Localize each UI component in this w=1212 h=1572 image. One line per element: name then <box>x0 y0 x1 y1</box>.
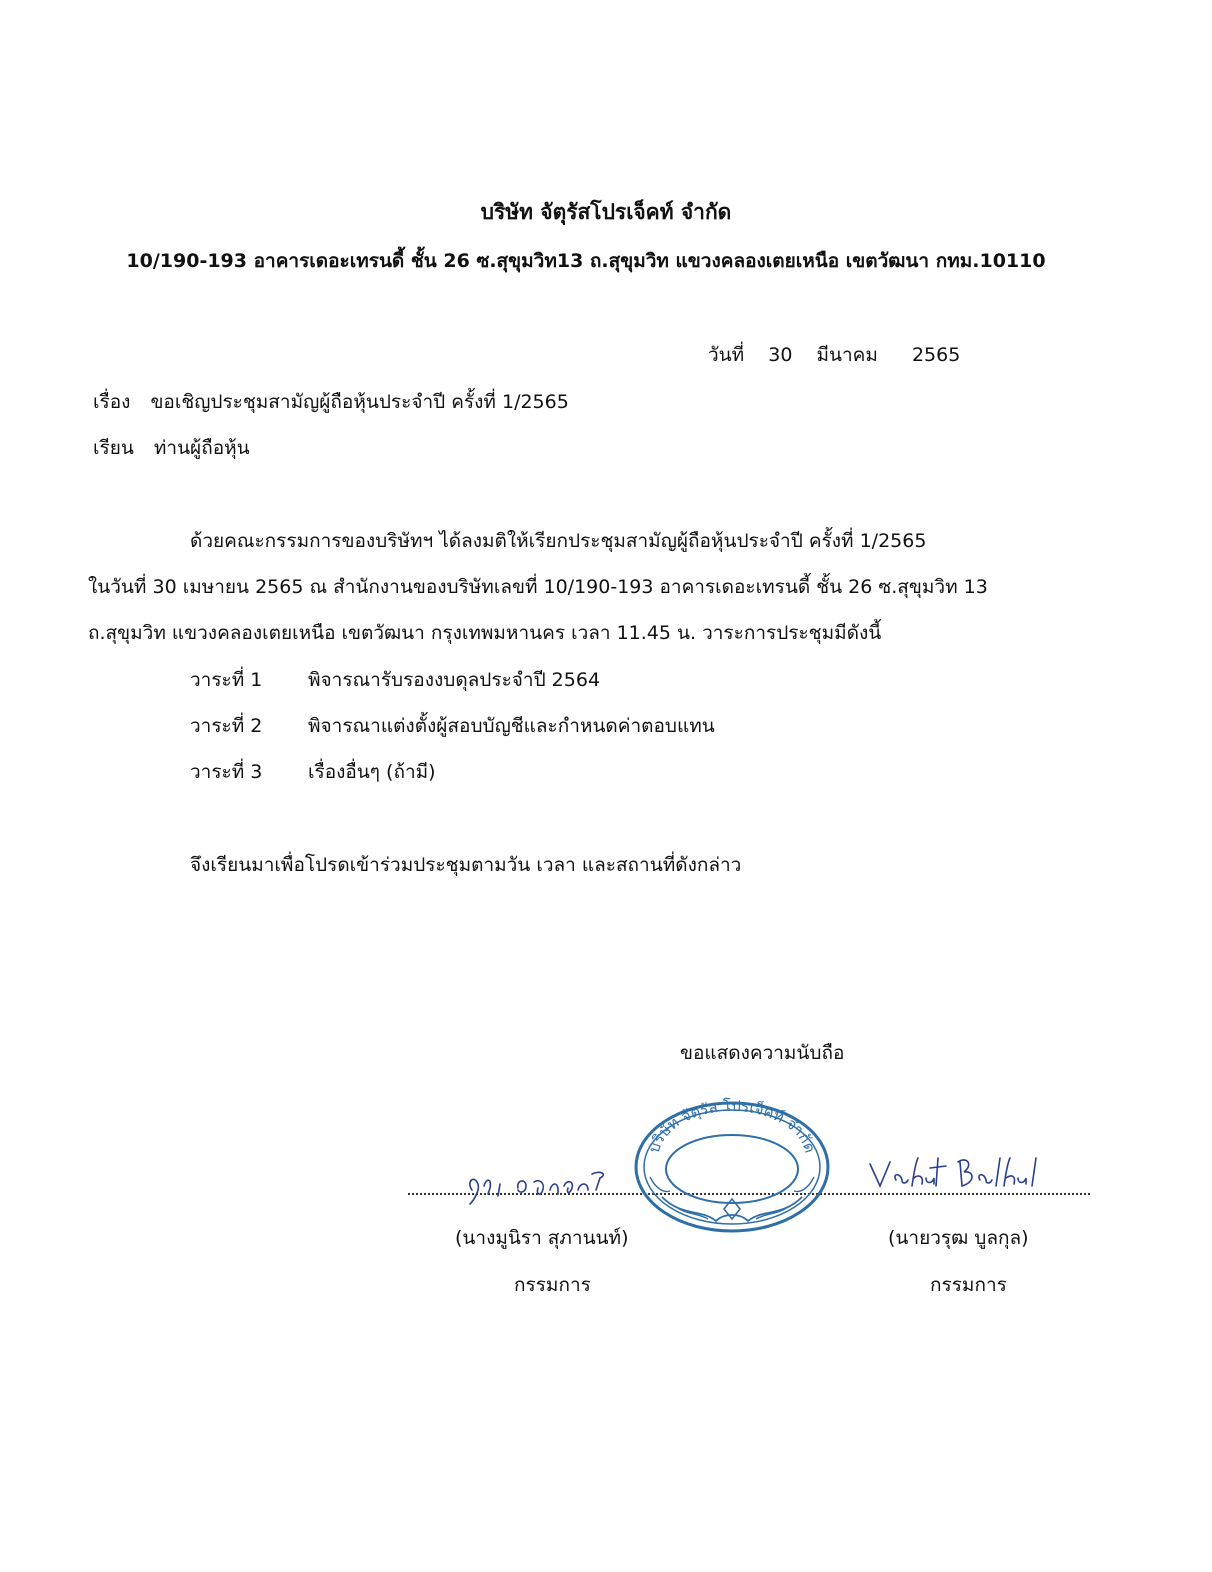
subject-text: ขอเชิญประชุมสามัญผู้ถือหุ้นประจำปี ครั้งที่ 1/2565 <box>150 391 569 413</box>
date-year: 2565 <box>911 344 961 366</box>
agenda-text: พิจารณาแต่งตั้งผู้สอบบัญชีและกำหนดค่าตอบแทน <box>308 715 715 737</box>
agenda-text: พิจารณารับรองงบดุลประจำปี 2564 <box>308 669 601 691</box>
salutation-line <box>93 433 250 463</box>
company-name: บริษัท จัตุรัสโปรเจ็คท์ จำกัด <box>480 200 732 224</box>
signatory-left-name: (นางมูนิรา สุภานนท์) <box>455 1227 629 1249</box>
agenda-number: วาระที่ 1 <box>190 669 263 691</box>
body-line-3: ถ.สุขุมวิท แขวงคลองเตยเหนือ เขตวัฒนา กรุงเทพมหานคร เวลา 11.45 น. วาระการประชุมมีดังนี้ <box>88 622 882 644</box>
date-day: 30 <box>768 344 793 366</box>
signature-right <box>866 1150 1046 1196</box>
signatory-right-name: (นายวรุฒ บูลกุล) <box>888 1227 1029 1249</box>
agenda-text: เรื่องอื่นๆ (ถ้ามี) <box>308 761 436 783</box>
letter-date <box>708 340 960 370</box>
subject-line <box>93 387 569 417</box>
salutation-label: เรียน <box>93 437 134 459</box>
agenda-item <box>190 711 715 741</box>
agenda-item <box>190 665 600 695</box>
salutation-text: ท่านผู้ถือหุ้น <box>153 437 250 459</box>
signature-left <box>460 1160 620 1208</box>
regards-line: ขอแสดงความนับถือ <box>680 1042 845 1064</box>
company-seal-stamp <box>632 1097 832 1237</box>
body-line-1: ด้วยคณะกรรมการของบริษัทฯ ได้ลงมติให้เรียกประชุมสามัญผู้ถือหุ้นประจำปี ครั้งที่ 1/2565 <box>190 530 927 552</box>
date-label: วันที่ <box>708 344 745 366</box>
date-month: มีนาคม <box>816 344 878 366</box>
signatory-left-title: กรรมการ <box>514 1274 591 1296</box>
subject-label: เรื่อง <box>93 391 131 413</box>
agenda-number: วาระที่ 2 <box>190 715 263 737</box>
agenda-number: วาระที่ 3 <box>190 761 263 783</box>
signatory-right-title: กรรมการ <box>930 1274 1007 1296</box>
agenda-item <box>190 757 436 787</box>
stamp-text-path: บริษัท จัตุรัส โปรเจ็คท์ จำกัด <box>644 1097 820 1155</box>
company-address: 10/190-193 อาคารเดอะเทรนดี้ ชั้น 26 ซ.สุขุมวิท13 ถ.สุขุมวิท แขวงคลองเตยเหนือ เขตวัฒนา กทม.10110 <box>126 250 1046 272</box>
closing-line: จึงเรียนมาเพื่อโปรดเข้าร่วมประชุมตามวัน เวลา และสถานที่ดังกล่าว <box>190 854 742 876</box>
body-line-2: ในวันที่ 30 เมษายน 2565 ณ สำนักงานของบริษัทเลขที่ 10/190-193 อาคารเดอะเทรนดี้ ชั้น 26 ซ.สุขุมวิท 13 <box>88 576 988 598</box>
stamp-text <box>645 1097 819 1155</box>
